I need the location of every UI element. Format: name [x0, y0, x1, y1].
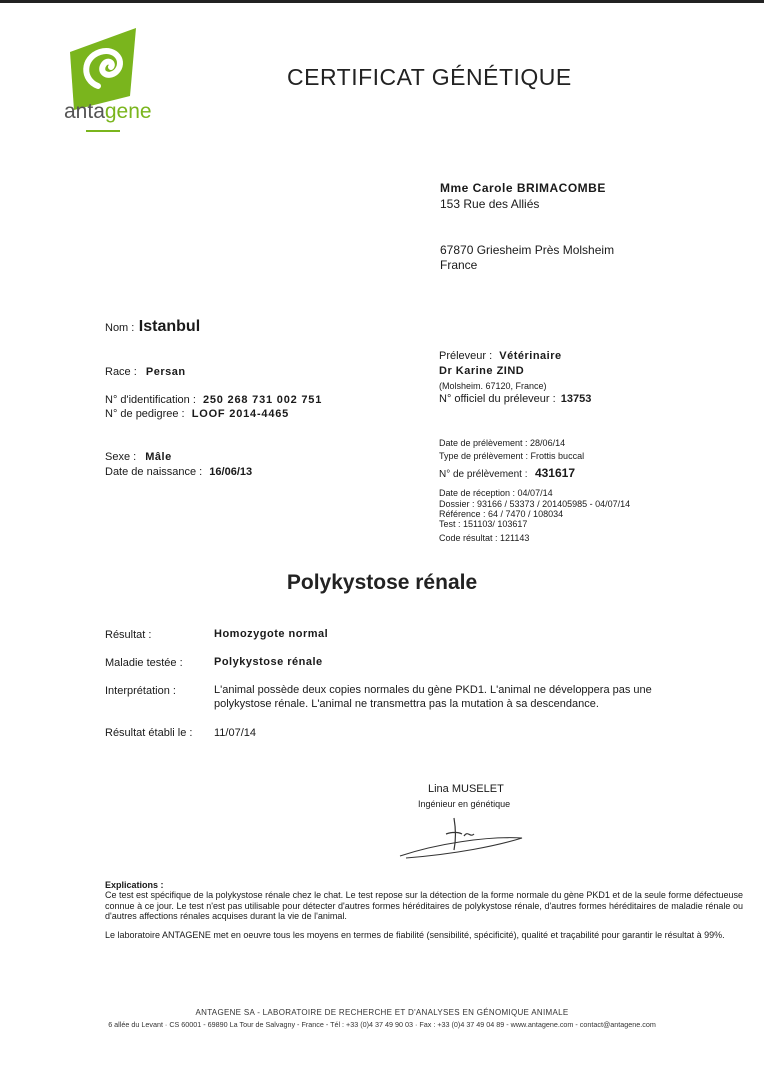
recipient-city: 67870 Griesheim Près Molsheim	[440, 243, 615, 257]
result-date-value: 11/07/14	[214, 727, 257, 739]
explanations-paragraph-1: Ce test est spécifique de la polykystose rénale chez le chat. Le test repose sur la détection de la forme normale du gène PKD1 et de la seule forme défectueuse connue à ce jour. Le test n'est pas utilisable pour détecter d'autres formes héréditaires de polykystose rénale, d'autres formes héréditaires de maladie rénale ou d'autres affections rénales acquises durant la vie de l'animal.	[105, 890, 743, 921]
race-label: Race :	[105, 366, 137, 378]
result-label: Résultat :	[105, 629, 152, 641]
footer-address: 6 allée du Levant · CS 60001 - 69890 La Tour de Salvagny - France - Tél : +33 (0)4 37 49 90 03 · Fax : +33 (0)4 37 49 04 89 - www.antagene.com - contact@antagene.com	[108, 1020, 656, 1029]
antagene-logo	[64, 26, 164, 138]
disease-value: Polykystose rénale	[214, 656, 323, 668]
disease-label: Maladie testée :	[105, 657, 183, 669]
explanations-heading: Explications :	[105, 880, 164, 890]
animal-birth-row	[105, 466, 252, 478]
recipient-country: France	[440, 258, 478, 272]
sampler-type: Vétérinaire	[499, 350, 562, 362]
recipient-name: Mme Carole BRIMACOMBE	[440, 181, 606, 195]
footer-company: ANTAGENE SA - LABORATOIRE DE RECHERCHE ET D'ANALYSES EN GÉNOMIQUE ANIMALE	[195, 1008, 569, 1017]
interpretation-line-1: L'animal possède deux copies normales du gène PKD1. L'animal ne développera pas une	[214, 684, 652, 696]
sample-date: Date de prélèvement : 28/06/14	[439, 438, 566, 448]
animal-id-row	[105, 394, 322, 406]
race-value: Persan	[145, 366, 186, 378]
recipient-street: 153 Rue des Alliés	[440, 197, 540, 211]
sample-number-label: N° de prélèvement :	[439, 469, 528, 480]
result-value: Homozygote normal	[214, 628, 329, 640]
result-code-line: Code résultat : 121143	[439, 533, 530, 543]
sampler-row	[439, 350, 562, 362]
sampler-official-row	[439, 393, 591, 405]
sampler-address: (Molsheim. 67120, France)	[439, 381, 547, 391]
scan-top-border	[0, 0, 764, 3]
sampler-official-label: N° officiel du préleveur :	[439, 393, 556, 405]
sampler-official-value: 13753	[560, 393, 592, 405]
animal-sex-row	[105, 451, 172, 463]
signature-icon	[396, 808, 526, 864]
animal-name-row	[105, 318, 200, 336]
signatory-name: Lina MUSELET	[428, 783, 504, 795]
pedigree-value: LOOF 2014-4465	[191, 408, 290, 420]
logo-wordmark-anta: anta	[64, 100, 105, 123]
interpretation-line-2: polykystose rénale. L'animal ne transmettra pas la mutation à sa descendance.	[214, 698, 599, 710]
page-title: CERTIFICAT GÉNÉTIQUE	[287, 64, 572, 90]
animal-name-label: Nom :	[105, 322, 135, 334]
pedigree-label: N° de pedigree :	[105, 408, 185, 420]
birth-label: Date de naissance :	[105, 466, 203, 478]
signatory-title: Ingénieur en génétique	[418, 799, 511, 809]
animal-name: Istanbul	[138, 318, 201, 335]
sampler-name: Dr Karine ZIND	[439, 365, 525, 377]
logo-underline	[86, 130, 120, 132]
sex-label: Sexe :	[105, 451, 137, 463]
sampler-label: Préleveur :	[439, 350, 493, 362]
birth-value: 16/06/13	[209, 466, 253, 478]
logo-wordmark-gene: gene	[104, 100, 152, 123]
sample-number-row	[439, 464, 575, 482]
sex-value: Mâle	[145, 451, 172, 463]
test-title: Polykystose rénale	[286, 571, 478, 594]
id-label: N° d'identification :	[105, 394, 196, 406]
logo-wordmark	[64, 100, 152, 124]
id-value: 250 268 731 002 751	[202, 394, 323, 406]
reference-line: Référence : 64 / 7470 / 108034	[439, 509, 564, 519]
animal-pedigree-row	[105, 408, 289, 420]
sample-number-value: 431617	[534, 466, 575, 480]
sample-type: Type de prélèvement : Frottis buccal	[439, 451, 585, 461]
dossier-line: Dossier : 93166 / 53373 / 201405985 - 04/07/14	[439, 499, 631, 509]
explanations-paragraph-2: Le laboratoire ANTAGENE met en oeuvre tous les moyens en termes de fiabilité (sensibilité, spécificité), qualité et traçabilité pour garantir le résultat à 99%.	[105, 930, 725, 940]
result-date-label: Résultat établi le :	[105, 727, 193, 739]
animal-race-row	[105, 366, 186, 378]
reception-date: Date de réception : 04/07/14	[439, 488, 553, 498]
interpretation-label: Interprétation :	[105, 685, 176, 697]
test-line: Test : 151103/ 103617	[439, 519, 528, 529]
